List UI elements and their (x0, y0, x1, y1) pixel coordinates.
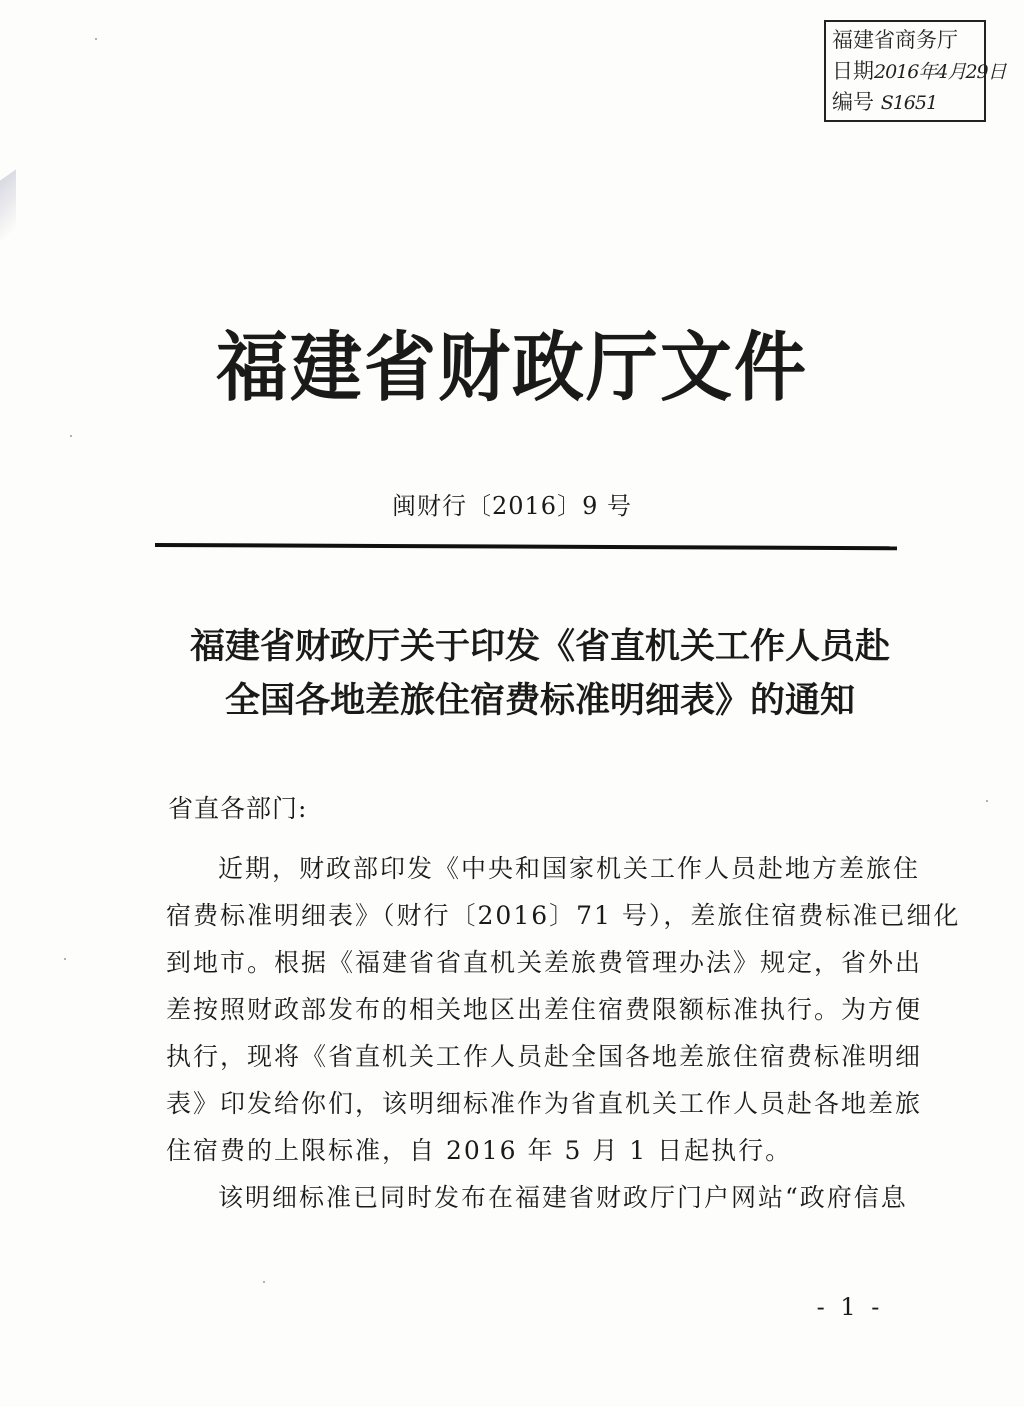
scan-speck (986, 800, 988, 802)
stamp-date-value: 2016年4月29日 (874, 61, 1006, 83)
receipt-stamp (824, 20, 1006, 122)
body-line: 该明细标准已同时发布在福建省财政厅门户网站“政府信息 (218, 1183, 908, 1212)
stamp-org: 福建省商务厅 (832, 28, 958, 52)
body-line: 表》印发给你们，该明细标准作为省直机关工作人员赴各地差旅 (166, 1089, 923, 1118)
notice-title-line: 全国各地差旅住宿费标准明细表》的通知 (224, 681, 855, 721)
body-line: 近期，财政部印发《中央和国家机关工作人员赴地方差旅住 (218, 854, 921, 883)
body-line: 到地市。根据《福建省省直机关差旅费管理办法》规定，省外出 (166, 948, 923, 977)
notice-title-line: 福建省财政厅关于印发《省直机关工作人员赴 (189, 627, 890, 667)
notice-body (166, 845, 961, 1221)
document-number: 闽财行〔2016〕9 号 (392, 492, 632, 520)
scan-speck (64, 958, 66, 960)
stamp-number-row (832, 87, 980, 118)
stamp-number-label: 编号 (832, 90, 874, 114)
scan-artifact (0, 169, 16, 240)
body-line: 差按照财政部发布的相关地区出差住宿费限额标准执行。为方便 (166, 995, 923, 1024)
scan-speck (95, 38, 97, 40)
document-header-title: 福建省财政厅文件 (215, 321, 808, 412)
notice-title (150, 620, 930, 728)
body-line: 住宿费的上限标准，自 2016 年 5 月 1 日起执行。 (166, 1136, 793, 1165)
stamp-date-row (832, 56, 1006, 87)
scan-speck (263, 1281, 265, 1283)
stamp-date-label: 日期 (832, 59, 874, 83)
salutation: 省直各部门: (168, 794, 308, 823)
header-divider (155, 543, 897, 550)
scan-speck (70, 435, 72, 437)
page-number: - 1 - (816, 1293, 884, 1321)
body-line: 宿费标准明细表》（财行〔2016〕71 号），差旅住宿费标准已细化 (166, 901, 961, 930)
stamp-number-value: S1651 (880, 92, 938, 114)
body-line: 执行，现将《省直机关工作人员赴全国各地差旅住宿费标准明细 (166, 1042, 923, 1071)
